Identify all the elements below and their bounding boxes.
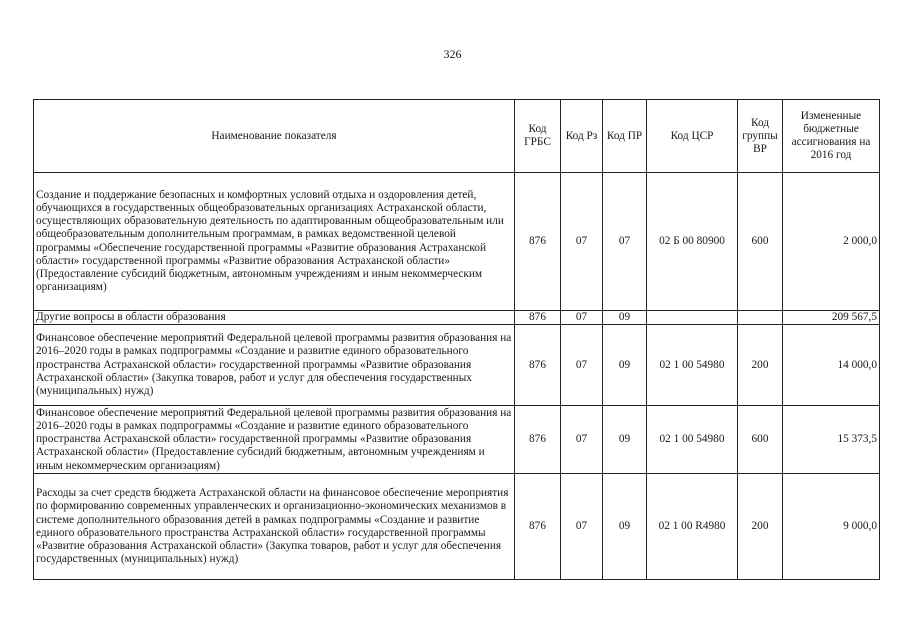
row-csr: 02 1 00 54980 [647, 325, 738, 406]
row-grbs: 876 [515, 325, 561, 406]
page-number: 326 [443, 47, 462, 61]
row-pr: 09 [603, 406, 647, 474]
header-pr: Код ПР [603, 100, 647, 173]
row-name: Другие вопросы в области образования [34, 311, 515, 325]
table-row [34, 325, 880, 406]
row-vr: 600 [738, 173, 783, 311]
row-amount: 209 567,5 [783, 311, 880, 325]
row-csr: 02 Б 00 80900 [647, 173, 738, 311]
row-rz: 07 [561, 325, 603, 406]
header-vr: Код группы ВР [738, 100, 783, 173]
row-name: Создание и поддержание безопасных и комфортных условий отдыха и оздоровления детей, обучающихся в государственных общеобразовательных организациях Астраханской области, осуществляющих образовательную деятельность по адаптированным общеобразовательным или общеобразовательным дополнительным программам, в рамках ведомственной целевой программы «Обеспечение государственной программы «Развитие образования Астраханской области» государственной программы «Развитие образования Астраханской области» (Предоставление субсидий бюджетным, автономным учреждениям и иным некоммерческим организациям) [34, 173, 515, 311]
header-grbs: Код ГРБС [515, 100, 561, 173]
row-amount: 2 000,0 [783, 173, 880, 311]
row-vr: 200 [738, 325, 783, 406]
row-pr: 09 [603, 474, 647, 580]
table-row [34, 406, 880, 474]
row-rz: 07 [561, 474, 603, 580]
row-vr: 600 [738, 406, 783, 474]
header-amount: Измененные бюджетные ассигнования на 2016 год [783, 100, 880, 173]
row-vr [738, 311, 783, 325]
row-vr: 200 [738, 474, 783, 580]
row-csr [647, 311, 738, 325]
header-rz: Код Рз [561, 100, 603, 173]
header-name: Наименование показателя [34, 100, 515, 173]
row-amount: 14 000,0 [783, 325, 880, 406]
row-csr: 02 1 00 54980 [647, 406, 738, 474]
row-rz: 07 [561, 406, 603, 474]
budget-table [33, 99, 880, 580]
row-grbs: 876 [515, 406, 561, 474]
row-name: Финансовое обеспечение мероприятий Федеральной целевой программы развития образования на 2016–2020 годы в рамках подпрограммы «Создание и развитие единого образовательного пространства Астраханской области» государственной программы «Развитие образования Астраханской области» (Предоставление субсидий бюджетным, автономным учреждениям и иным некоммерческим организациям) [34, 406, 515, 474]
row-name: Расходы за счет средств бюджета Астраханской области на финансовое обеспечение мероприятия по формированию современных управленческих и организационно-экономических механизмов в системе дополнительного образования детей в рамках подпрограммы «Создание и развитие единого образовательного пространства Астраханской области» государственной программы «Развитие образования Астраханской области» (Закупка товаров, работ и услуг для обеспечения государственных (муниципальных) нужд) [34, 474, 515, 580]
row-csr: 02 1 00 R4980 [647, 474, 738, 580]
row-grbs: 876 [515, 173, 561, 311]
row-grbs: 876 [515, 474, 561, 580]
row-name: Финансовое обеспечение мероприятий Федеральной целевой программы развития образования на 2016–2020 годы в рамках подпрограммы «Создание и развитие единого образовательного пространства Астраханской области» государственной программы «Развитие образования Астраханской области» (Закупка товаров, работ и услуг для обеспечения государственных (муниципальных) нужд) [34, 325, 515, 406]
row-pr: 07 [603, 173, 647, 311]
table-row [34, 173, 880, 311]
row-rz: 07 [561, 173, 603, 311]
row-amount: 15 373,5 [783, 406, 880, 474]
row-grbs: 876 [515, 311, 561, 325]
row-rz: 07 [561, 311, 603, 325]
table-row [34, 311, 880, 325]
row-amount: 9 000,0 [783, 474, 880, 580]
row-pr: 09 [603, 311, 647, 325]
row-pr: 09 [603, 325, 647, 406]
header-row [34, 100, 880, 173]
header-csr: Код ЦСР [647, 100, 738, 173]
table-row [34, 474, 880, 580]
